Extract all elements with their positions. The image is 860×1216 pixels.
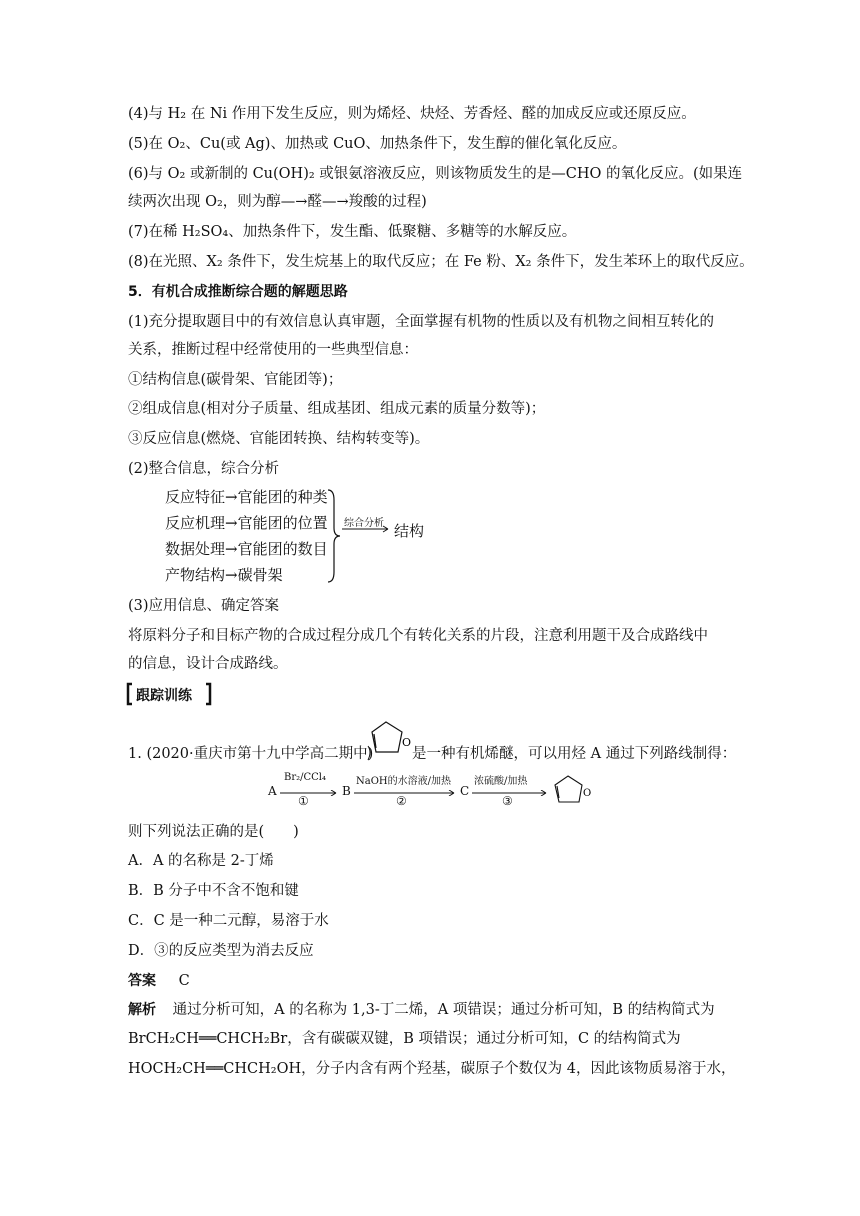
diagram-result: 结构	[394, 522, 425, 540]
text-line-6b: 续两次出现 O₂，则为醇—→醛—→羧酸的过程)	[128, 194, 427, 210]
text-line-4: (4)与 H₂ 在 Ni 作用下发生反应，则为烯烃、炔烃、芳香烃、醛的加成反应或还原反应。	[128, 106, 696, 122]
section-header: 跟踪训练	[136, 688, 192, 704]
answer-line	[128, 971, 190, 991]
text-line-6a: (6)与 O₂ 或新制的 Cu(OH)₂ 或银氨溶液反应，则该物质发生的是—CHO 的氧化反应。(如果连	[128, 166, 743, 182]
diagram-item: 产物结构→碳骨架	[165, 566, 283, 584]
step-3: ③	[502, 794, 513, 808]
dihydrofuran-structure	[366, 718, 414, 764]
condition-3: 浓硫酸/加热	[474, 776, 528, 787]
product-oxygen: O	[583, 788, 592, 799]
analysis-line-3: HOCH₂CH══CHCH₂OH，分子内含有两个羟基，碳原子个数仅为 4，因此该物质易溶于水，	[128, 1061, 736, 1077]
answer-value: C	[178, 973, 190, 989]
condition-1: Br₂/CCl₄	[284, 772, 327, 783]
diagram-item: 反应特征→官能团的种类	[165, 488, 328, 506]
step-1: ①	[298, 794, 309, 808]
para-1a: (1)充分提取题目中的有效信息认真审题，全面掌握有机物的性质以及有机物之间相互转化的	[128, 314, 715, 330]
compound-C: C	[460, 784, 470, 798]
text-line-7: (7)在稀 H₂SO₄、加热条件下，发生酯、低聚糖、多糖等的水解反应。	[128, 224, 577, 240]
info-structure: ①结构信息(碳骨架、官能团等)；	[128, 372, 343, 388]
product-dihydrofuran	[552, 774, 596, 810]
diagram-item: 数据处理→官能团的数目	[165, 540, 328, 558]
analysis-line-2: BrCH₂CH══CHCH₂Br，含有碳碳双键，B 项错误；通过分析可知，C 的结构简式为	[128, 1031, 681, 1047]
analysis-line-1	[128, 1000, 715, 1020]
step-2: ②	[396, 794, 407, 808]
compound-B: B	[342, 784, 351, 798]
info-reaction: ③反应信息(燃烧、官能团转换、结构转变等)。	[128, 431, 430, 447]
condition-2: NaOH的水溶液/加热	[356, 776, 451, 787]
info-composition: ②组成信息(相对分子质量、组成基团、组成元素的质量分数等)；	[128, 401, 546, 417]
question-prompt: 则下列说法正确的是( )	[128, 824, 299, 840]
option-A: A．A 的名称是 2-丁烯	[128, 853, 274, 869]
question-stem-suffix: 是一种有机烯醚，可以用烃 A 通过下列路线制得：	[412, 746, 737, 762]
compound-A: A	[268, 784, 277, 798]
analysis-label: 解析	[128, 1002, 156, 1018]
para-3b: 的信息，设计合成路线。	[128, 656, 288, 672]
para-2: (2)整合信息，综合分析	[128, 461, 280, 477]
option-C: C．C 是一种二元醇，易溶于水	[128, 913, 329, 929]
answer-label: 答案	[128, 973, 156, 989]
diagram-item: 反应机理→官能团的位置	[165, 514, 328, 532]
para-3: (3)应用信息、确定答案	[128, 598, 280, 614]
question-stem-prefix: 1. (2020·重庆市第十九中学高二期中)	[128, 746, 374, 762]
brace-arrow	[326, 488, 396, 584]
text-line-8: (8)在光照、X₂ 条件下，发生烷基上的取代反应；在 Fe 粉、X₂ 条件下，发生苯环上的取代反应。	[128, 254, 754, 270]
text-line-5: (5)在 O₂、Cu(或 Ag)、加热或 CuO、加热条件下，发生醇的催化氧化反应。	[128, 136, 627, 152]
option-D: D．③的反应类型为消去反应	[128, 943, 314, 959]
para-3a: 将原料分子和目标产物的合成过程分成几个有转化关系的片段，注意利用题干及合成路线中	[128, 628, 708, 644]
analysis-text-1: 通过分析可知，A 的名称为 1,3-丁二烯，A 项错误；通过分析可知，B 的结构简式为	[172, 1002, 715, 1018]
section-5-title: 5．有机合成推断综合题的解题思路	[128, 284, 348, 300]
option-B: B．B 分子中不含不饱和键	[128, 883, 299, 899]
arrow-label: 综合分析	[344, 518, 384, 529]
ring-oxygen: O	[402, 736, 412, 749]
para-1b: 关系，推断过程中经常使用的一些典型信息：	[128, 342, 418, 358]
arrow-1	[280, 790, 338, 796]
